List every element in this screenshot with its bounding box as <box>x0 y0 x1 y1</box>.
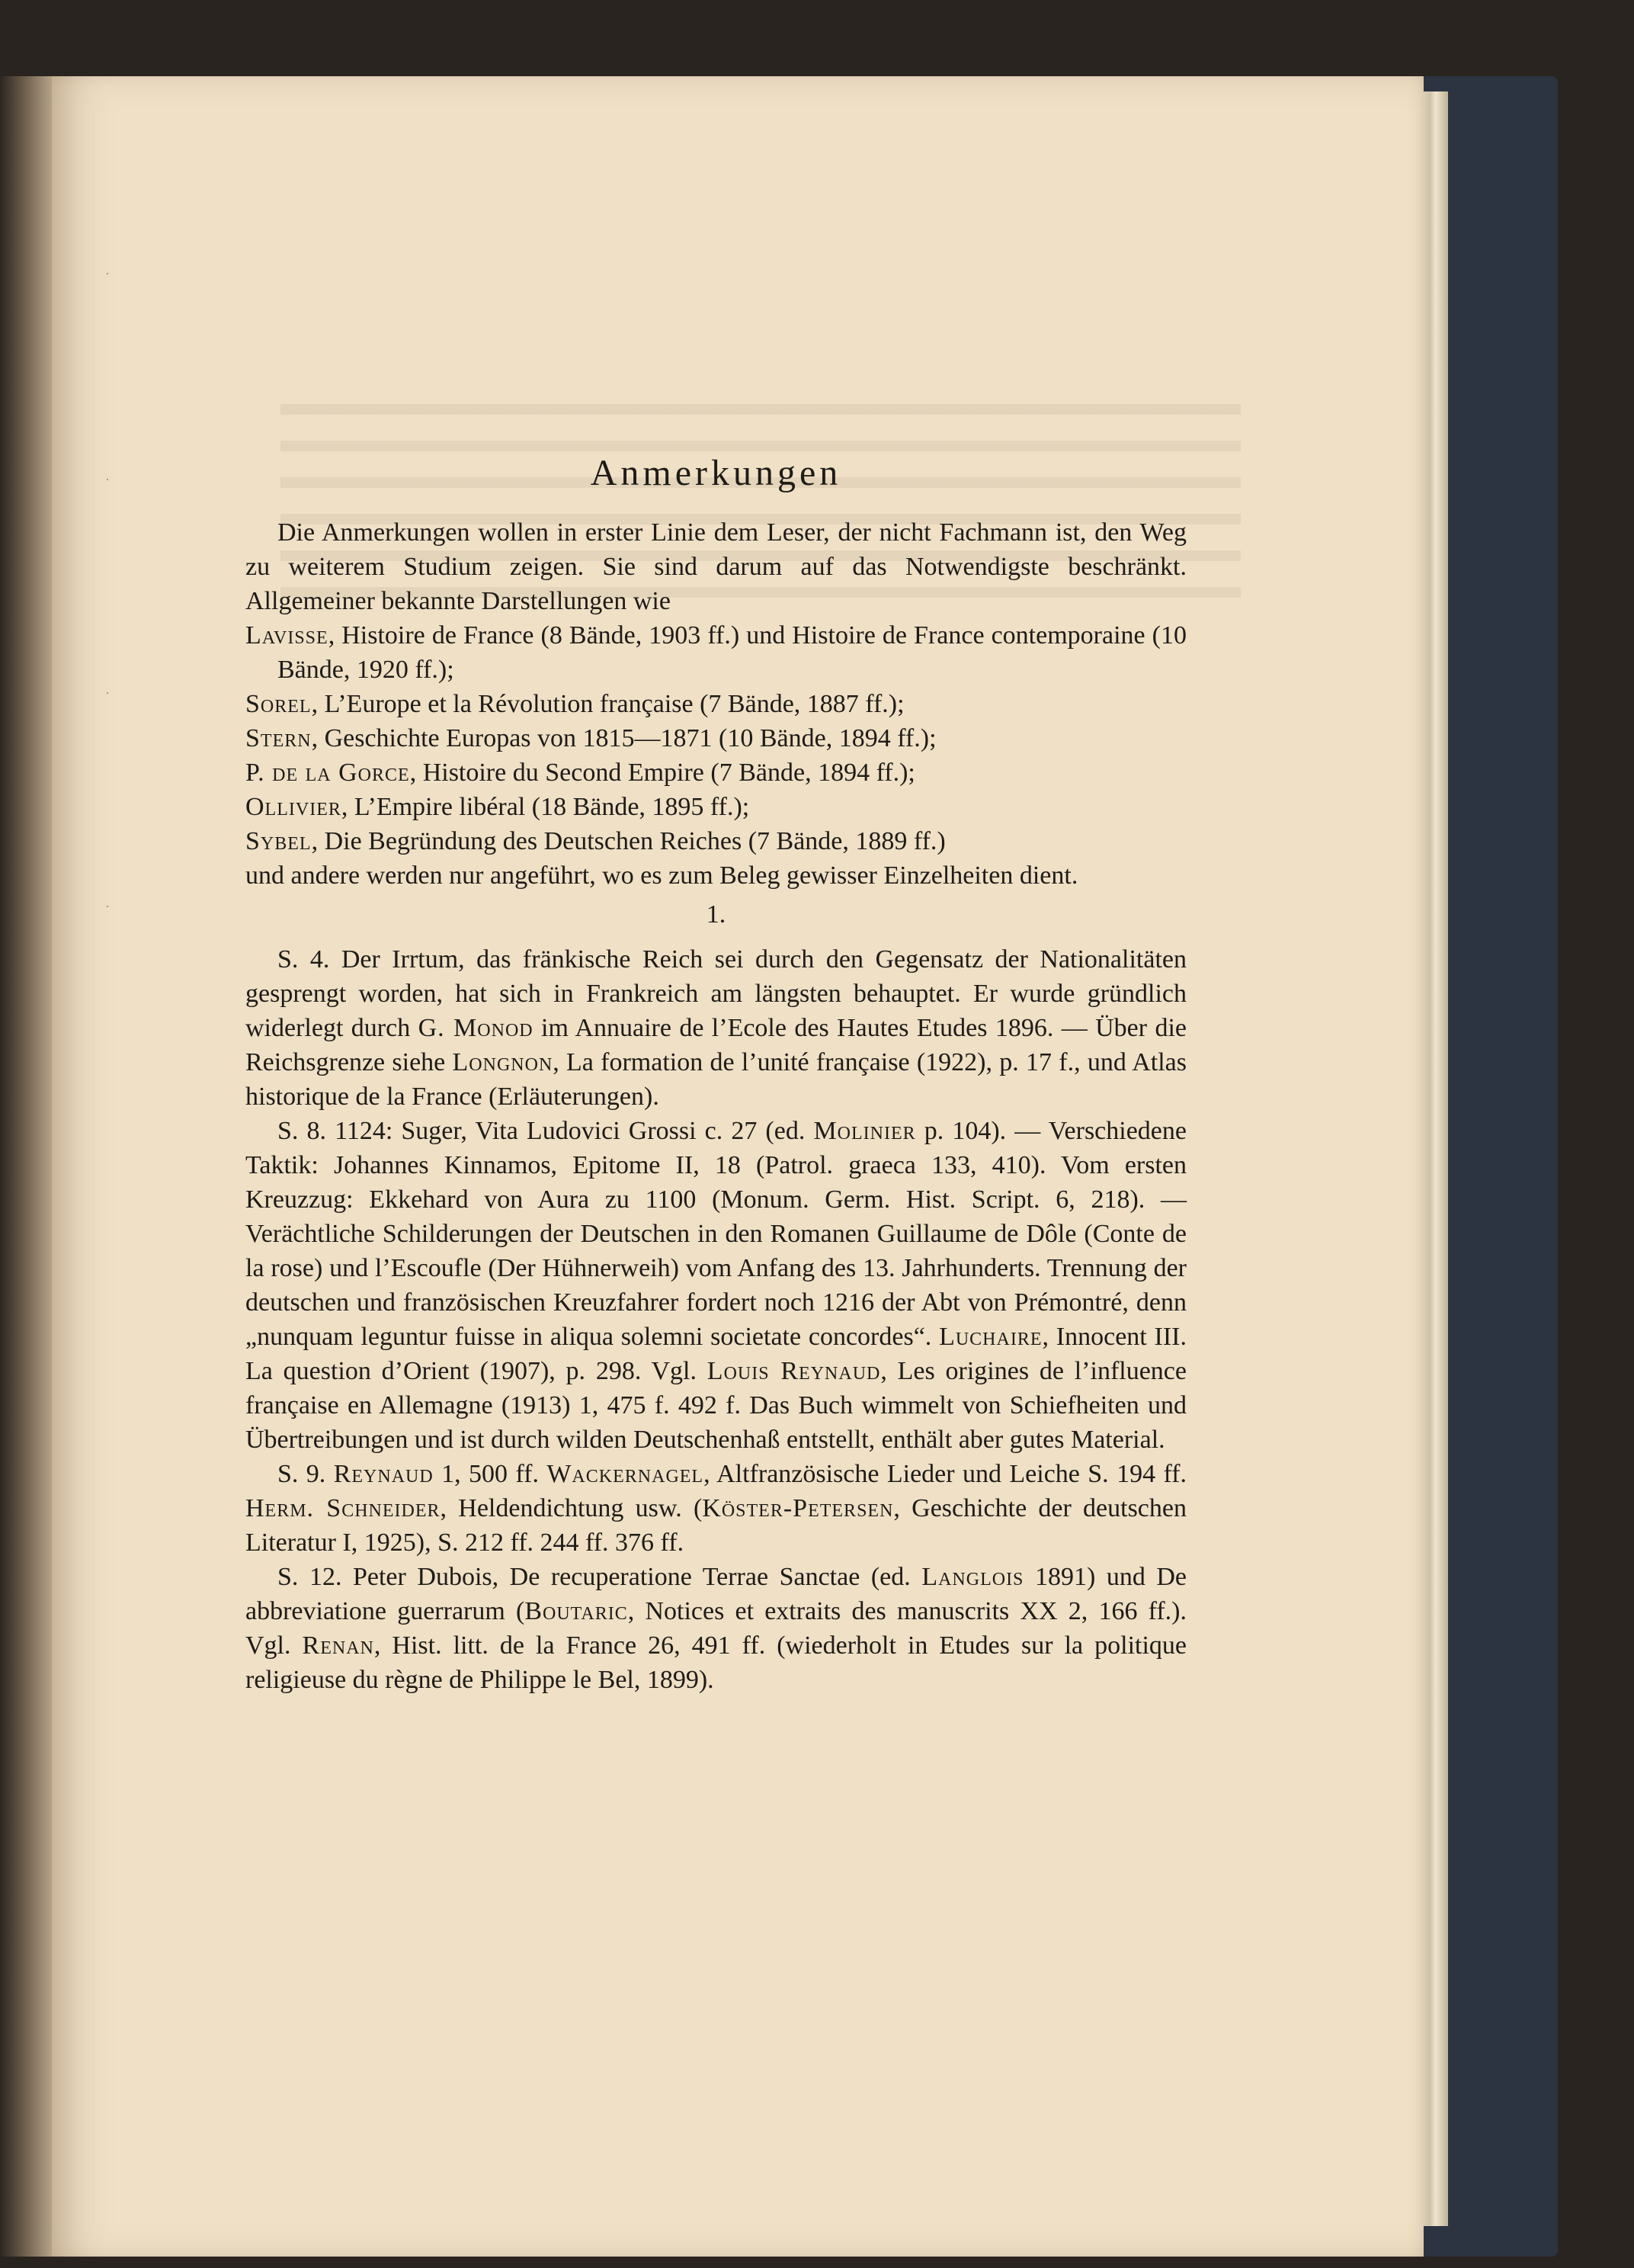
gutter-mark: · <box>105 899 110 914</box>
cited-author: Louis Reynaud <box>706 1357 881 1385</box>
note-label: S. 9. <box>277 1460 326 1488</box>
cited-author: G. Monod <box>418 1014 533 1042</box>
note-label: S. 12. <box>277 1563 342 1591</box>
note-text: Der Irrtum, das fränkische Reich sei durch den Gegensatz der Nationalitäten gesprengt worden, hat sich in Frankreich am längsten behauptet. Er wurde gründlich widerlegt durch <box>245 945 1187 1042</box>
reference-author: Sybel <box>245 827 312 855</box>
note-text <box>325 1460 333 1488</box>
note-text: Peter Dubois, De recuperatione Terrae Sanctae (ed. <box>341 1563 922 1591</box>
cited-author: Langlois <box>921 1563 1024 1591</box>
cited-author: Herm. Schneider <box>245 1494 441 1522</box>
note-text: , Innocent III. La question d’Orient (1907), p. 298. Vgl. <box>245 1323 1187 1385</box>
intro-paragraph: Die Anmerkungen wollen in erster Linie dem Leser, der nicht Fachmann ist, den Weg zu weiterem Studium zeigen. Sie sind darum auf das Notwendigste beschränkt. Allgemeiner bekannte Darstellungen wie <box>245 518 1187 615</box>
cited-author: Reynaud <box>333 1460 434 1488</box>
reference-author: Stern <box>245 724 312 752</box>
note-s4 <box>245 942 1187 1114</box>
section-number: 1. <box>706 900 726 929</box>
reference-text: , Histoire de France (8 Bände, 1903 ff.) und Histoire de France contemporaine (10 Bände, 1920 ff.); <box>277 621 1187 684</box>
page-text <box>245 450 1187 1697</box>
cited-author: Luchaire <box>939 1323 1043 1351</box>
note-text: , Les origines de l’influence française en Allemagne (1913) 1, 475 f. 492 f. Das Buch wimmelt von Schiefheiten und Übertreibungen und ist durch wilden Deutschenhaß entstellt, enthält aber gutes Material. <box>245 1357 1187 1454</box>
note-text: , Altfranzösische Lieder und Leiche S. 194 ff. <box>703 1460 1187 1488</box>
note-text: 1, 500 ff. <box>433 1460 547 1488</box>
cited-author: Wackernagel <box>546 1460 704 1488</box>
reference-text: , Geschichte Europas von 1815—1871 (10 Bände, 1894 ff.); <box>311 724 937 752</box>
reference-item <box>245 618 1187 687</box>
reference-author: Lavisse <box>245 621 328 650</box>
note-text: 1891) und De abbreviatione guerrarum ( <box>245 1563 1187 1625</box>
reference-item <box>245 824 1187 858</box>
cited-author: Longnon <box>452 1048 553 1076</box>
note-label: S. 4. <box>277 945 330 974</box>
cited-author: Renan <box>302 1631 374 1660</box>
reference-item <box>245 790 1187 824</box>
note-text: , Notices et extraits des manuscrits XX 2, 166 ff.). Vgl. <box>245 1597 1187 1660</box>
reference-text: , Histoire du Second Empire (7 Bände, 1894 ff.); <box>409 759 915 787</box>
reference-text: , Die Begründung des Deutschen Reiches (7 Bände, 1889 ff.) <box>311 827 946 855</box>
gutter-mark: · <box>105 266 110 281</box>
gutter-mark: · <box>105 472 110 487</box>
reference-text: , L’Europe et la Révolution française (7 Bände, 1887 ff.); <box>311 690 905 718</box>
note-text: 1124: Suger, Vita Ludovici Grossi c. 27 (ed. <box>326 1117 814 1145</box>
cited-author: Molinier <box>813 1117 916 1145</box>
note-s12 <box>245 1560 1187 1697</box>
gutter-mark: · <box>105 685 110 701</box>
reference-author: P. de la Gorce <box>245 759 410 787</box>
note-s8 <box>245 1114 1187 1457</box>
note-label: S. 8. <box>277 1117 327 1145</box>
reference-author: Sorel <box>245 690 312 718</box>
cited-author: Köster-Petersen <box>702 1494 894 1522</box>
note-s9 <box>245 1457 1187 1560</box>
page-title: Anmerkungen <box>590 453 842 493</box>
note-text: , Hist. litt. de la France 26, 491 ff. (wiederholt in Etudes sur la politique religieuse du règne de Philippe le Bel, 1899). <box>245 1631 1187 1694</box>
note-text: im Annuaire de l’Ecole des Hautes Etudes 1896. — Über die Reichsgrenze siehe <box>245 1014 1187 1076</box>
note-text: p. 104). — Verschiedene Taktik: Johannes Kinnamos, Epitome II, 18 (Patrol. graeca 133, 410). Vom ersten Kreuzzug: Ekkehard von Aura zu 1100 (Monum. Germ. Hist. Script. 6, 218). — Verächtliche Schilderungen der Deutschen in den Romanen Guillaume de Dôle (Conte de la rose) und l’Escoufle (Der Hühnerweih) vom Anfang des 13. Jahrhunderts. Trennung der deutschen und französischen Kreuzfahrer fordert noch 1216 der Abt von Prémontré, denn „nunquam leguntur fuisse in aliqua solemni societate concordes“. <box>245 1117 1187 1351</box>
reference-item <box>245 687 1187 721</box>
intro-closing: und andere werden nur angeführt, wo es zum Beleg gewisser Einzelheiten dient. <box>245 861 1078 890</box>
note-text: , Geschichte der deutschen Literatur I, 1925), S. 212 ff. 244 ff. 376 ff. <box>245 1494 1187 1557</box>
cited-author: Boutaric <box>524 1597 628 1625</box>
reference-item <box>245 721 1187 755</box>
reference-item <box>245 755 1187 790</box>
note-text: , La formation de l’unité française (1922), p. 17 f., und Atlas historique de la France (Erläuterungen). <box>245 1048 1187 1111</box>
reference-author: Ollivier <box>245 793 341 821</box>
reference-text: , L’Empire libéral (18 Bände, 1895 ff.); <box>341 793 750 821</box>
note-text: , Heldendichtung usw. ( <box>440 1494 703 1522</box>
